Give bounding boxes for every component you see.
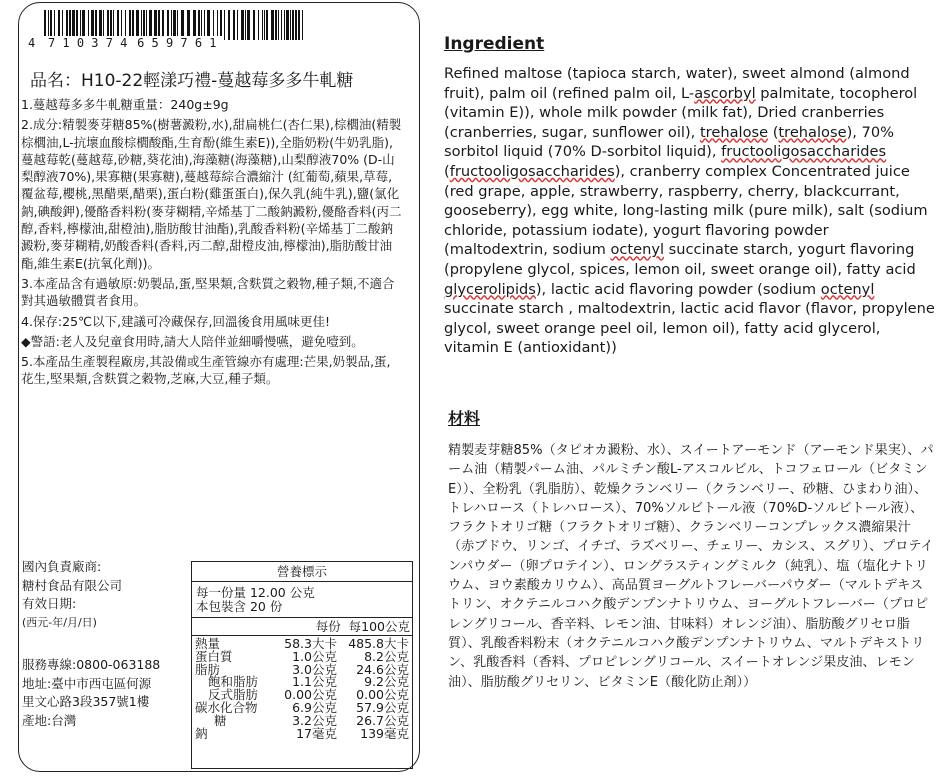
ingredient-segment: succinate starch , maltodextrin, lactic acid flavor (flavor, propylene glycol, sweet orange peel oil, lemon oil), fatty acid glycerol, vitamin E (antioxidant)): [444, 300, 935, 357]
ingredient-segment: ), lactic acid flavoring powder (sodium: [535, 280, 821, 298]
nutrition-table: [191, 561, 413, 769]
per-serving-value: 58.3大卡: [284, 636, 337, 651]
barcode-bar: [247, 10, 250, 40]
barcode-bar: [264, 10, 265, 40]
ingredient-segment: succinate starch, yogurt flavoring (propylene glycol, spices, lemon oil, sweet orange oil), fatty acid: [444, 241, 916, 278]
barcode-bar: [278, 10, 279, 40]
label-info-item: 4.保存:25℃以下,建議可冷藏保存,回溫後食用風味更佳!: [21, 313, 331, 329]
spellcheck-word: octenyl: [610, 241, 665, 259]
barcode-bar: [233, 10, 235, 40]
barcode-digit: 3: [91, 36, 100, 50]
barcode-bar: [237, 10, 238, 40]
maker-label: 國內負責廠商:: [22, 559, 102, 574]
nutrition-title: 營養標示: [192, 562, 412, 582]
origin: 產地:台灣: [22, 712, 77, 728]
barcode-bar: [292, 10, 294, 40]
date-format: (西元-年/月/日): [22, 615, 97, 629]
barcode-digit: 1: [62, 36, 71, 50]
per-100g-value: 0.00公克: [356, 687, 409, 703]
barcode-bar: [290, 10, 291, 40]
barcode-bar: [224, 10, 225, 40]
barcode-bar: [241, 10, 244, 40]
nutrient-name: 熱量: [195, 636, 221, 651]
japanese-ingredient-title: 材料: [448, 409, 481, 428]
barcode-bar: [286, 10, 289, 40]
barcode-digit: 5: [151, 36, 160, 50]
nutrition-serving-info: [192, 582, 412, 613]
per-100g-value: 8.2公克: [364, 648, 409, 664]
nutrient-name: 蛋白質: [195, 648, 233, 664]
barcode-bar: [295, 10, 297, 40]
product-title: 品名：H10-22輕漾巧禮-蔓越莓多多牛軋糖: [30, 71, 354, 91]
nutrient-name: 碳水化合物: [195, 699, 258, 715]
barcode-bar: [262, 10, 263, 40]
barcode-bar: [281, 10, 282, 40]
nutrient-name: 飽和脂肪: [208, 674, 259, 690]
barcode-bar: [284, 10, 285, 40]
barcode-bar: [275, 10, 277, 40]
barcode-bar: [271, 10, 274, 40]
nutrition-column-header: 每份 每100公克: [192, 617, 412, 636]
barcode-bar: [266, 10, 268, 40]
address-line-1: 地址:臺中市西屯區何源: [22, 675, 152, 691]
barcode-digit: 6: [194, 36, 203, 50]
spellcheck-word: fructooligosaccharides: [449, 162, 615, 180]
nutrition-row: [192, 725, 412, 741]
barcode-digit: 4: [28, 36, 36, 50]
ingredient-text: [444, 64, 936, 358]
barcode-digit: 4: [120, 36, 129, 50]
ingredient-segment: Refined maltose (tapioca starch, water), sweet almond (almond fruit), palm oil (refined palm oil, L-: [444, 65, 910, 102]
nutrient-name: 糖: [214, 712, 227, 728]
service-hotline: 服務專線:0800-063188: [22, 657, 161, 672]
ingredient-segment: ), 70% sorbitol liquid (70% D-sorbitol liquid),: [444, 123, 894, 161]
per-serving-value: 3.2公克: [292, 712, 337, 728]
per-100g-value: 24.6公克: [356, 661, 409, 677]
nutrition-rows: [192, 636, 412, 740]
per-serving-value: 6.9公克: [292, 699, 337, 715]
spellcheck-word: ascorbyl: [694, 84, 756, 102]
spellcheck-word: glycerolipids: [444, 280, 536, 298]
per-100g-value: 9.2公克: [364, 674, 409, 690]
barcode-digit: 1: [209, 36, 218, 50]
spellcheck-word: trehalose: [699, 123, 769, 141]
barcode-digit: 9: [165, 36, 174, 50]
per-serving-value: 3.0公克: [292, 661, 337, 677]
per-100g-value: 485.8大卡: [348, 636, 409, 651]
label-info-item: 1.蔓越莓多多牛軋糖重量：240g±9g: [21, 97, 229, 112]
per-serving-value: 1.1公克: [292, 674, 337, 690]
ingredient-title: Ingredient: [444, 34, 545, 54]
spellcheck-word: trehalose: [778, 123, 847, 141]
spacer: [22, 632, 194, 656]
ingredient-segment: palmitate, tocopherol (vitamin E)), whole milk powder (milk fat), Dried cranberries (cranberries, sugar, sunflower oil),: [444, 84, 918, 141]
per-100g-value: 139毫克: [360, 725, 409, 741]
per-100g-value: 57.9公克: [356, 699, 409, 715]
nutrient-name: 鈉: [195, 725, 208, 741]
barcode-bar: [258, 10, 259, 40]
serving-size: 每一份量 12.00 公克: [196, 585, 315, 600]
label-info-item: 2.成分:精製麥芽糖85%(樹薯澱粉,水),甜扁桃仁(杏仁果),棕櫚油(精製棕櫚油,L-抗壞血酸棕櫚酸酯,生育酚(維生素E)),全脂奶粉(牛奶乳脂),蔓越莓乾(蔓越莓,砂糖,葵花油),海藻糖(海藻糖),山梨醇液70% (D-山梨醇液70%),果寡糖(果寡糖),蔓越莓綜合濃縮汁 (紅葡萄,蘋果,草莓,覆盆莓,櫻桃,黑醋栗,醋栗),蛋白粉(雞蛋蛋白),保久乳(純牛乳),鹽(氯化鈉,碘酸鉀),優酪香料粉(麥芽糊精,辛烯基丁二酸鈉澱粉,優酪香料(丙二醇,香料,檸檬油,甜橙油),脂肪酸甘油酯),乳酸香料粉(辛烯基丁二酸鈉澱粉,麥芽糊精,奶酸香料(香料,丙二醇,甜橙皮油,檸檬油),脂肪酸甘油酯,維生素E(抗氧化劑))。: [21, 117, 402, 271]
barcode-bar: [302, 10, 303, 40]
nutrient-name: 脂肪: [195, 661, 221, 677]
address-line-2: 里文心路3段357號1樓: [22, 694, 150, 709]
servings-per-pack: 本包裝含 20 份: [196, 598, 283, 614]
barcode-digit: 7: [180, 36, 189, 50]
spellcheck-word: octenyl: [820, 280, 875, 298]
label-info-list: [21, 96, 403, 391]
per-serving-value: 0.00公克: [284, 687, 337, 703]
maker-name: 糖村食品有限公司: [22, 577, 123, 593]
barcode-digit: 0: [76, 36, 85, 50]
label-info-item: 3.本產品含有過敏原:奶製品,蛋,堅果類,含麩質之穀物,種子類,不適合對其過敏體質者食用。: [21, 275, 395, 309]
per-serving-value: 17毫克: [296, 725, 337, 741]
barcode-bar: [245, 10, 246, 40]
per-serving-value: 1.0公克: [292, 648, 337, 664]
company-info: [22, 558, 194, 730]
barcode-digit: 7: [47, 36, 56, 50]
spellcheck-word: fructooligosaccharides: [721, 143, 887, 161]
barcode-bar: [228, 10, 230, 40]
japanese-ingredient-text: 精製麦芽糖85%（タピオカ澱粉、水）、スイートアーモンド（アーモンド果実）、パーム油（精製パーム油、パルミチン酸L-アスコルビル、トコフェロール（ビタミンE））、全粉乳（乳脂肪）、乾燥クランベリー（クランベリー、砂糖、ひまわり油）、トレハロース（トレハロース）、70%ソルビトール液（70%D-ソルビトール液）、フラクトオリゴ糖（フラクトオリゴ糖）、クランベリーコンプレックス濃縮果汁（赤ブドウ、リンゴ、イチゴ、ラズベリー、チェリー、カシス、スグリ）、プロテインパウダー（卵プロテイン）、ロングラスティングミルク（純乳）、塩（塩化ナトリウム、ヨウ素酸カリウム）、高品質ヨーグルトフレーバーパウダー（マルトデキストリン、オクテニルコハク酸デンプンナトリウム、ヨーグルトフレーバー（プロピレングリコール、香辛料、レモン油、甘味料）オレンジ油）、脂肪酸グリセロ脂質）、乳酸香料粉末（オクテニルコハク酸デンプンナトリウム、マルトデキストリン、乳酸香料（香料、プロピレングリコール、スイートオレンジ果皮油、レモン油）、脂肪酸グリセリン、ビタミンE（酸化防止剤））: [448, 443, 934, 690]
label-info-item: 5.本產品生產製程廠房,其設備或生產管線亦有處理:芒果,奶製品,蛋,花生,堅果類,含麩質之穀物,芝麻,大豆,種子類。: [21, 354, 391, 387]
ingredient-segment: ), cranberry complex Concentrated juice (red grape, apple, strawberry, raspberry, cherry, blackcurrant, gooseberry), egg white, long-lasting milk (pure milk), salt (sodium chloride, potassium iodate), yogurt flavoring powder (maltodextrin, sodium: [444, 162, 928, 259]
ingredient-segment: (: [768, 123, 779, 141]
barcode-bar: [298, 10, 300, 40]
barcode-bar: [253, 10, 255, 40]
barcode-digit: 7: [105, 36, 114, 50]
expiry-label: 有效日期:: [22, 596, 77, 611]
barcode-number: [28, 36, 224, 50]
ingredient-segment: (: [444, 162, 450, 180]
nutrient-name: 反式脂肪: [208, 687, 259, 703]
barcode-digit: 6: [137, 36, 145, 50]
per-100g-value: 26.7公克: [356, 712, 409, 728]
label-info-item: ◆警語:老人及兒童食用時,請大人陪伴並細嚼慢嚥，避免噎到。: [21, 333, 364, 349]
